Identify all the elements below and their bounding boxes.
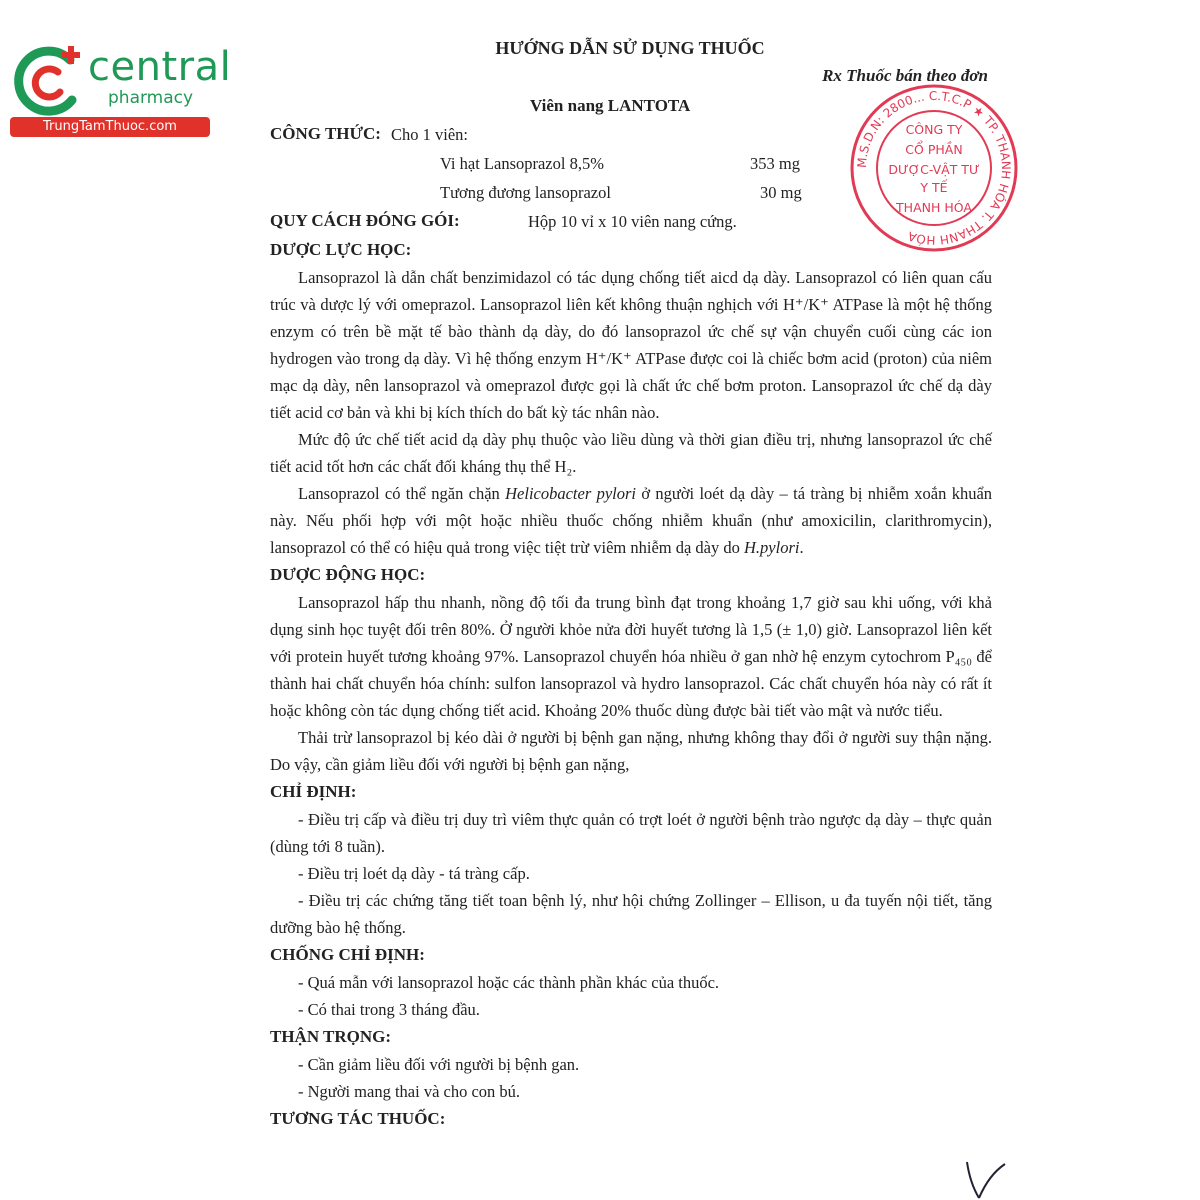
- paragraph: Thải trừ lansoprazol bị kéo dài ở người bị bệnh gan nặng, nhưng không thay đổi ở người suy thận nặng. Do vậy, cần giảm liều đối với người bị bệnh gan nặng,: [270, 728, 992, 774]
- stamp-ring-text: M.S.D.N: 2800... C.T.C.P ★ TP. THANH HÓA T. THANH HÓA: [854, 88, 1014, 248]
- paragraph: Lansoprazol hấp thu nhanh, nồng độ tối đa trung bình đạt trong khoảng 1,7 giờ sau khi uống, với khả dụng sinh học tuyệt đối trên 80%. Ở người khỏe nửa đời huyết tương là 1,5 (± 1,0) giờ. Lansoprazol liên kết với protein huyết tương khoảng 97%. Lansoprazol chuyển hóa nhiều ở gan nhờ hệ enzym cytochrom P₄₅₀ để thành hai chất chuyển hóa chính: sulfon lansoprazol và hydro lansoprazol. Các chất chuyển hóa này có rất ít hoặc không còn tác dụng chống tiết acid. Khoảng 20% thuốc dùng được bài tiết vào mật và nước tiểu.: [270, 593, 992, 720]
- signature-mark: [955, 1158, 1015, 1200]
- drug-title: Viên nang LANTOTA: [530, 96, 691, 115]
- pharmacokinetics-heading: DƯỢC ĐỘNG HỌC:: [270, 565, 426, 584]
- list-item: - Quá mẫn với lansoprazol hoặc các thành phần khác của thuốc.: [298, 973, 720, 992]
- formula-heading: CÔNG THỨC:: [270, 124, 381, 143]
- formula-item: Tương đương lansoprazol 30 mg: [440, 183, 802, 202]
- list-item: - Cần giảm liều đối với người bị bệnh gan.: [298, 1055, 580, 1074]
- paragraph: Lansoprazol có thể ngăn chặn Helicobacter pylori ở người loét dạ dày – tá tràng bị nhiễm xoắn khuẩn này. Nếu phối hợp với một hoặc nhiều thuốc chống nhiễm khuẩn (như amoxicilin, clarithromycin), lansoprazol có thể có hiệu quả trong việc tiệt trừ viêm nhiễm dạ dày do H.pylori.: [270, 484, 993, 557]
- list-item: - Điều trị loét dạ dày - tá tràng cấp.: [298, 864, 530, 883]
- formula-item: Vi hạt Lansoprazol 8,5% 353 mg: [440, 154, 800, 173]
- logo-site: TrungTamThuoc.com: [10, 117, 210, 137]
- rx-label: Rx Thuốc bán theo đơn: [822, 66, 988, 85]
- stamp-line: THANH HÓA: [896, 200, 972, 215]
- stamp-line: Y TẾ: [920, 180, 948, 195]
- pharmacodynamics-heading: DƯỢC LỰC HỌC:: [270, 240, 412, 259]
- logo-sub: pharmacy: [108, 88, 194, 108]
- contraindications-heading: CHỐNG CHỈ ĐỊNH:: [270, 945, 425, 964]
- stamp-line: DƯỢC-VẬT TƯ: [888, 162, 980, 177]
- list-item: - Điều trị các chứng tăng tiết toan bệnh lý, như hội chứng Zollinger – Ellison, u đa tuyến nội tiết, tăng dưỡng bào hệ thống.: [270, 891, 992, 937]
- document-body: [270, 118, 992, 1133]
- stamp-line: CỔ PHẦN: [905, 142, 963, 157]
- paragraph: Mức độ ức chế tiết acid dạ dày phụ thuộc vào liều dùng và thời gian điều trị, nhưng lansoprazol ức chế tiết acid tốt hơn các chất đối kháng thụ thể H₂.: [270, 430, 992, 476]
- precautions-heading: THẬN TRỌNG:: [270, 1027, 392, 1046]
- list-item: - Có thai trong 3 tháng đầu.: [298, 1000, 480, 1019]
- stamp-line: CÔNG TY: [905, 122, 963, 137]
- paragraph: Lansoprazol là dẫn chất benzimidazol có tác dụng chống tiết aicd dạ dày. Lansoprazol có liên quan cấu trúc và dược lý với omeprazol. Lansoprazol liên kết không thuận nghịch với H⁺/K⁺ ATPase là một hệ thống enzym có trên bề mặt tế bào thành dạ dày, do đó lansoprazol ức chế sự vận chuyển cuối cùng các ion hydrogen vào trong dạ dày. Vì hệ thống enzym H⁺/K⁺ ATPase được coi là chiếc bơm acid (proton) của niêm mạc dạ dày, nên lansoprazol và omeprazol được gọi là chất ức chế bơm proton. Lansoprazol ức chế dạ dày tiết acid cơ bản và khi bị kích thích do bất kỳ tác nhân nào.: [270, 268, 992, 422]
- interactions-heading: TƯƠNG TÁC THUỐC:: [270, 1109, 446, 1128]
- packaging-heading: QUY CÁCH ĐÓNG GÓI:: [270, 211, 460, 230]
- packaging-text: Hộp 10 vỉ x 10 viên nang cứng.: [528, 212, 737, 231]
- logo-brand: central: [88, 44, 232, 90]
- page-title: HƯỚNG DẪN SỬ DỤNG THUỐC: [495, 38, 765, 58]
- list-item: - Điều trị cấp và điều trị duy trì viêm thực quản có trợt loét ở người bệnh trào ngược dạ dày – thực quản (dùng tới 8 tuần).: [270, 810, 992, 856]
- indications-heading: CHỈ ĐỊNH:: [270, 782, 357, 801]
- formula-intro: Cho 1 viên:: [390, 125, 468, 144]
- list-item: - Người mang thai và cho con bú.: [298, 1082, 521, 1101]
